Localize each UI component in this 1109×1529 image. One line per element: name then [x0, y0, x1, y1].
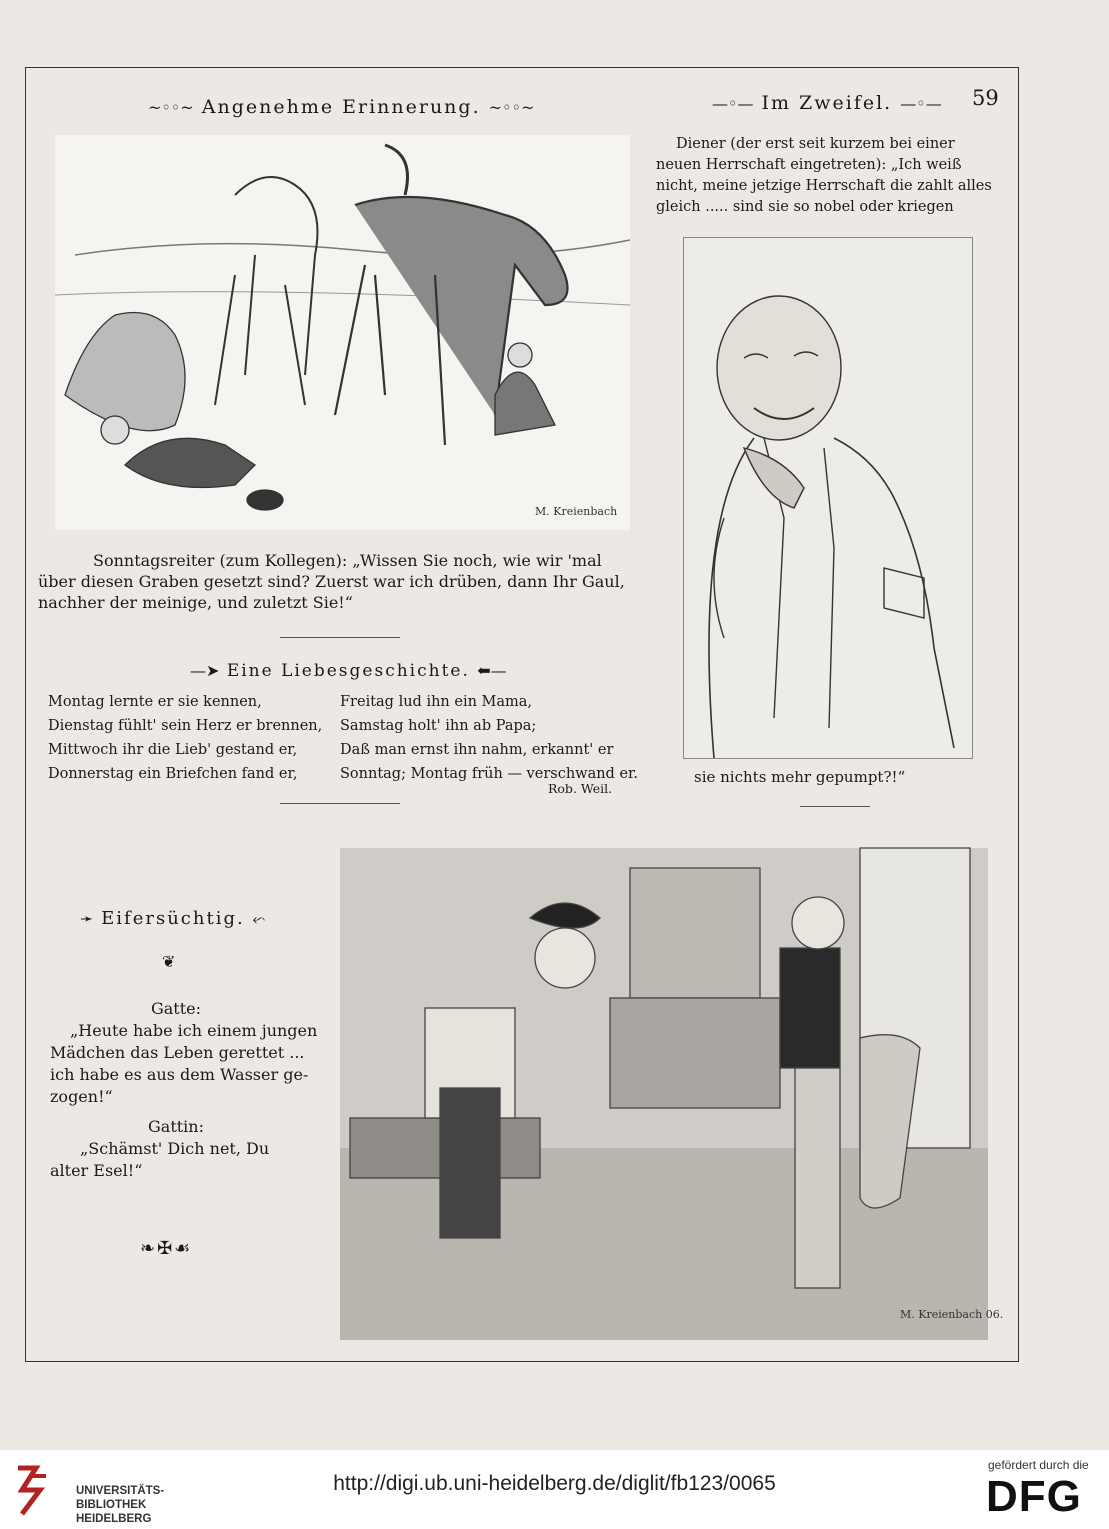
section3-title: Eine Liebesgeschichte.: [226, 661, 470, 681]
speaker-husband: Gatte:: [150, 999, 202, 1018]
caption-line: Sonntagsreiter (zum Kollegen): „Wissen Sie noch, wie wir 'mal: [93, 551, 602, 570]
text-line: nicht, meine jetzige Herrschaft die zahlt alles: [656, 178, 992, 194]
text-line: gleich ..... sind sie so nobel oder kriegen: [656, 199, 954, 215]
library-line: BIBLIOTHEK: [76, 1499, 147, 1511]
speech-line: ich habe es aus dem Wasser ge-: [50, 1065, 309, 1084]
couple-signature: M. Kreienbach 06.: [900, 1308, 1004, 1321]
dfg-logo: DFG: [986, 1472, 1082, 1521]
page-number: 59: [972, 86, 999, 110]
poem-line: Dienstag fühlt' sein Herz er brennen,: [48, 718, 323, 734]
speech-line: Mädchen das Leben gerettet ...: [50, 1043, 305, 1062]
ornament-left: ~◦◦~: [148, 98, 194, 117]
ornament-left: —◦—: [712, 94, 754, 113]
section1-caption: [38, 550, 638, 613]
illustration-riders: [55, 135, 630, 530]
ornament-right: ⬿: [252, 909, 266, 928]
footer-bar: [0, 1450, 1109, 1529]
speech-wife: [50, 1138, 302, 1182]
text-line: neuen Herrschaft eingetreten): „Ich weiß: [656, 157, 962, 173]
section4-dialogue: [50, 998, 318, 1182]
poem-line: Samstag holt' ihn ab Papa;: [340, 718, 537, 734]
funded-by-text: gefördert durch die: [988, 1458, 1089, 1472]
caption-line: über diesen Graben gesetzt sind? Zuerst war ich drüben, dann Ihr Gaul,: [38, 572, 625, 591]
poem-line: Mittwoch ihr die Lieb' gestand er,: [48, 742, 298, 758]
ornament-icon: ❧✠☙: [140, 1238, 193, 1259]
ornament-left: ➛: [80, 909, 94, 928]
section1-title: Angenehme Erinnerung.: [201, 96, 481, 118]
divider: [280, 637, 400, 638]
poem-line: Donnerstag ein Briefchen fand er,: [48, 766, 298, 782]
poem-line: Montag lernte er sie kennen,: [48, 694, 262, 710]
poem-left-column: [48, 690, 322, 786]
section2-text: [656, 134, 1001, 218]
speech-husband: [50, 1020, 318, 1108]
poem-right-column: [340, 690, 638, 786]
section4-title-row: [80, 908, 265, 929]
section2-title: Im Zweifel.: [761, 92, 893, 114]
section4-title: Eifersüchtig.: [101, 908, 245, 929]
divider: [280, 803, 400, 804]
speech-line: zogen!“: [50, 1087, 113, 1106]
ornament-right: —◦—: [900, 94, 942, 113]
speech-line: „Schämst' Dich net, Du: [80, 1139, 270, 1158]
servant-drawing: [684, 238, 972, 758]
poem-line: Daß man ernst ihn nahm, erkannt' er: [340, 742, 614, 758]
speaker-wife: Gattin:: [148, 1117, 204, 1136]
speech-line: „Heute habe ich einem jungen: [70, 1021, 318, 1040]
section3-title-row: [190, 661, 507, 681]
caption-line: nachher der meinige, und zuletzt Sie!“: [38, 593, 353, 612]
poem-author: Rob. Weil.: [548, 781, 613, 796]
section2-title-row: [712, 92, 942, 114]
library-line: HEIDELBERG: [76, 1513, 152, 1525]
text-line: Diener (der erst seit kurzem bei einer: [676, 136, 955, 152]
illustration-servant: [683, 237, 973, 759]
fleuron-icon: ❦: [162, 952, 176, 971]
speech-line: alter Esel!“: [50, 1161, 143, 1180]
poem-line: Sonntag; Montag früh — verschwand er.: [340, 766, 638, 782]
ornament-right: ⬅—: [477, 661, 507, 680]
digital-url-link[interactable]: http://digi.ub.uni-heidelberg.de/diglit/fb123/0065: [333, 1472, 776, 1495]
ornament-right: ~◦◦~: [488, 98, 535, 117]
riders-signature: M. Kreienbach: [535, 505, 618, 518]
library-line: UNIVERSITÄTS-: [76, 1485, 165, 1497]
couple-drawing: [340, 848, 1004, 1340]
section2-end-line: sie nichts mehr gepumpt?!“: [694, 768, 906, 786]
riders-drawing: [55, 135, 630, 530]
section1-title-row: [148, 96, 534, 118]
illustration-couple: [340, 848, 1004, 1340]
divider: [800, 806, 870, 807]
poem-line: Freitag lud ihn ein Mama,: [340, 694, 533, 710]
ornament-left: —➤: [190, 661, 220, 680]
